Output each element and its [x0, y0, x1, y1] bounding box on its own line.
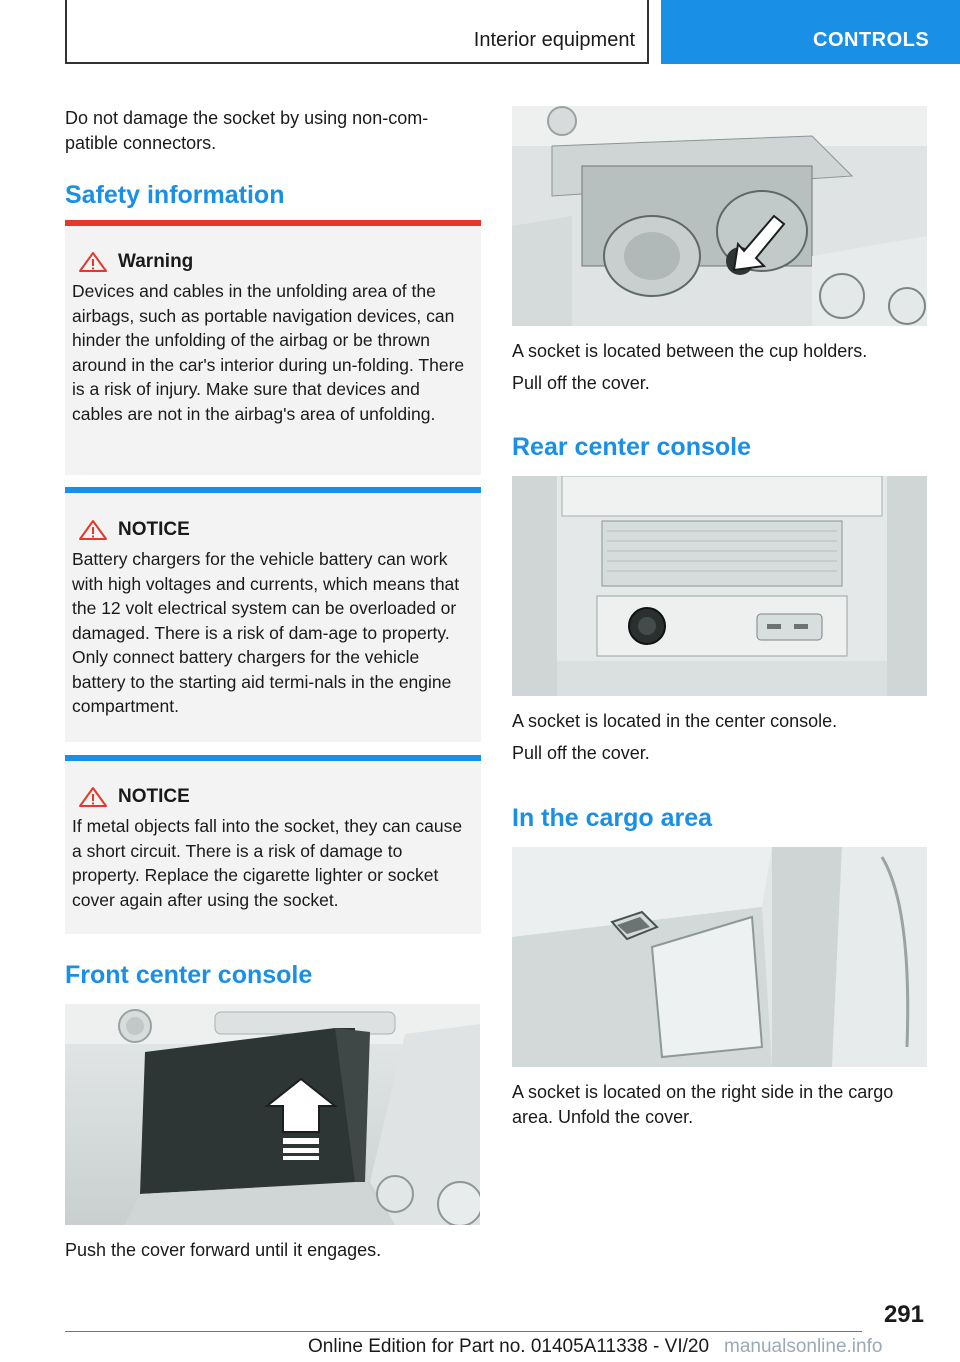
notice-text-metal: If metal objects fall into the socket, they can cause a short circuit. There is a risk of damage to property. Replace the cigarette lighter or socket cover again after using the socket.: [72, 816, 463, 910]
header-section-title: Interior equipment: [473, 29, 635, 51]
cup-holder-caption-1: A socket is located between the cup holders.: [512, 341, 868, 361]
footer-divider: [65, 1331, 862, 1332]
notice-label: NOTICE: [118, 519, 190, 540]
footer-edition-text: Online Edition for Part no. 01405A11338 - VI/20: [308, 1336, 710, 1357]
notice-box-metal: [65, 755, 481, 934]
cargo-area-image: [512, 847, 927, 1067]
notice-text-battery: Battery chargers for the vehicle battery can work with high voltages and currents, which means that the 12 volt electrical system can be overloaded or damaged. There is a risk of dam-age to property. Only connect battery chargers for the vehicle battery to the starting aid termi-nals in the engine compartment.: [72, 549, 460, 716]
rear-console-heading: Rear center console: [512, 433, 751, 461]
safety-heading: Safety information: [65, 181, 285, 209]
warning-triangle-icon: [78, 786, 108, 808]
cargo-area-caption: A socket is located on the right side in the cargo area. Unfold the cover.: [512, 1082, 894, 1127]
notice-header: [72, 784, 469, 810]
warning-text: Devices and cables in the unfolding area of the airbags, such as portable navigation devices, can hinder the unfolding of the airbag or be thrown around in the car's interior during un-folding. There is a risk of injury. Make sure that devices and cables are not in the airbag's area of unfolding.: [72, 281, 465, 424]
cup-holder-image: [512, 106, 927, 326]
rear-console-image: [512, 476, 927, 696]
front-console-caption: Push the cover forward until it engages.: [65, 1240, 382, 1260]
warning-triangle-icon: [78, 519, 108, 541]
page-number: 291: [883, 1301, 924, 1328]
notice-header: [72, 517, 469, 543]
rear-console-caption-2: Pull off the cover.: [512, 743, 650, 763]
notice-box-battery: [65, 487, 481, 742]
header-chapter-tab[interactable]: [661, 0, 960, 64]
footer-watermark: manualsonline.info: [724, 1336, 883, 1357]
front-console-heading: Front center console: [65, 961, 313, 989]
header-chapter-label: CONTROLS: [813, 29, 930, 51]
warning-label: Warning: [118, 251, 194, 272]
rear-console-caption-1: A socket is located in the center console.: [512, 711, 838, 731]
front-console-image: [65, 1004, 480, 1225]
intro-text: Do not damage the socket by using non-com- patible connectors.: [65, 108, 429, 153]
warning-triangle-icon: [78, 251, 108, 273]
warning-box: [65, 220, 481, 475]
cargo-area-heading: In the cargo area: [512, 804, 713, 832]
cup-holder-caption-2: Pull off the cover.: [512, 373, 650, 393]
header-section-box: [65, 0, 649, 64]
notice-label: NOTICE: [118, 786, 190, 807]
warning-header: [72, 249, 469, 275]
